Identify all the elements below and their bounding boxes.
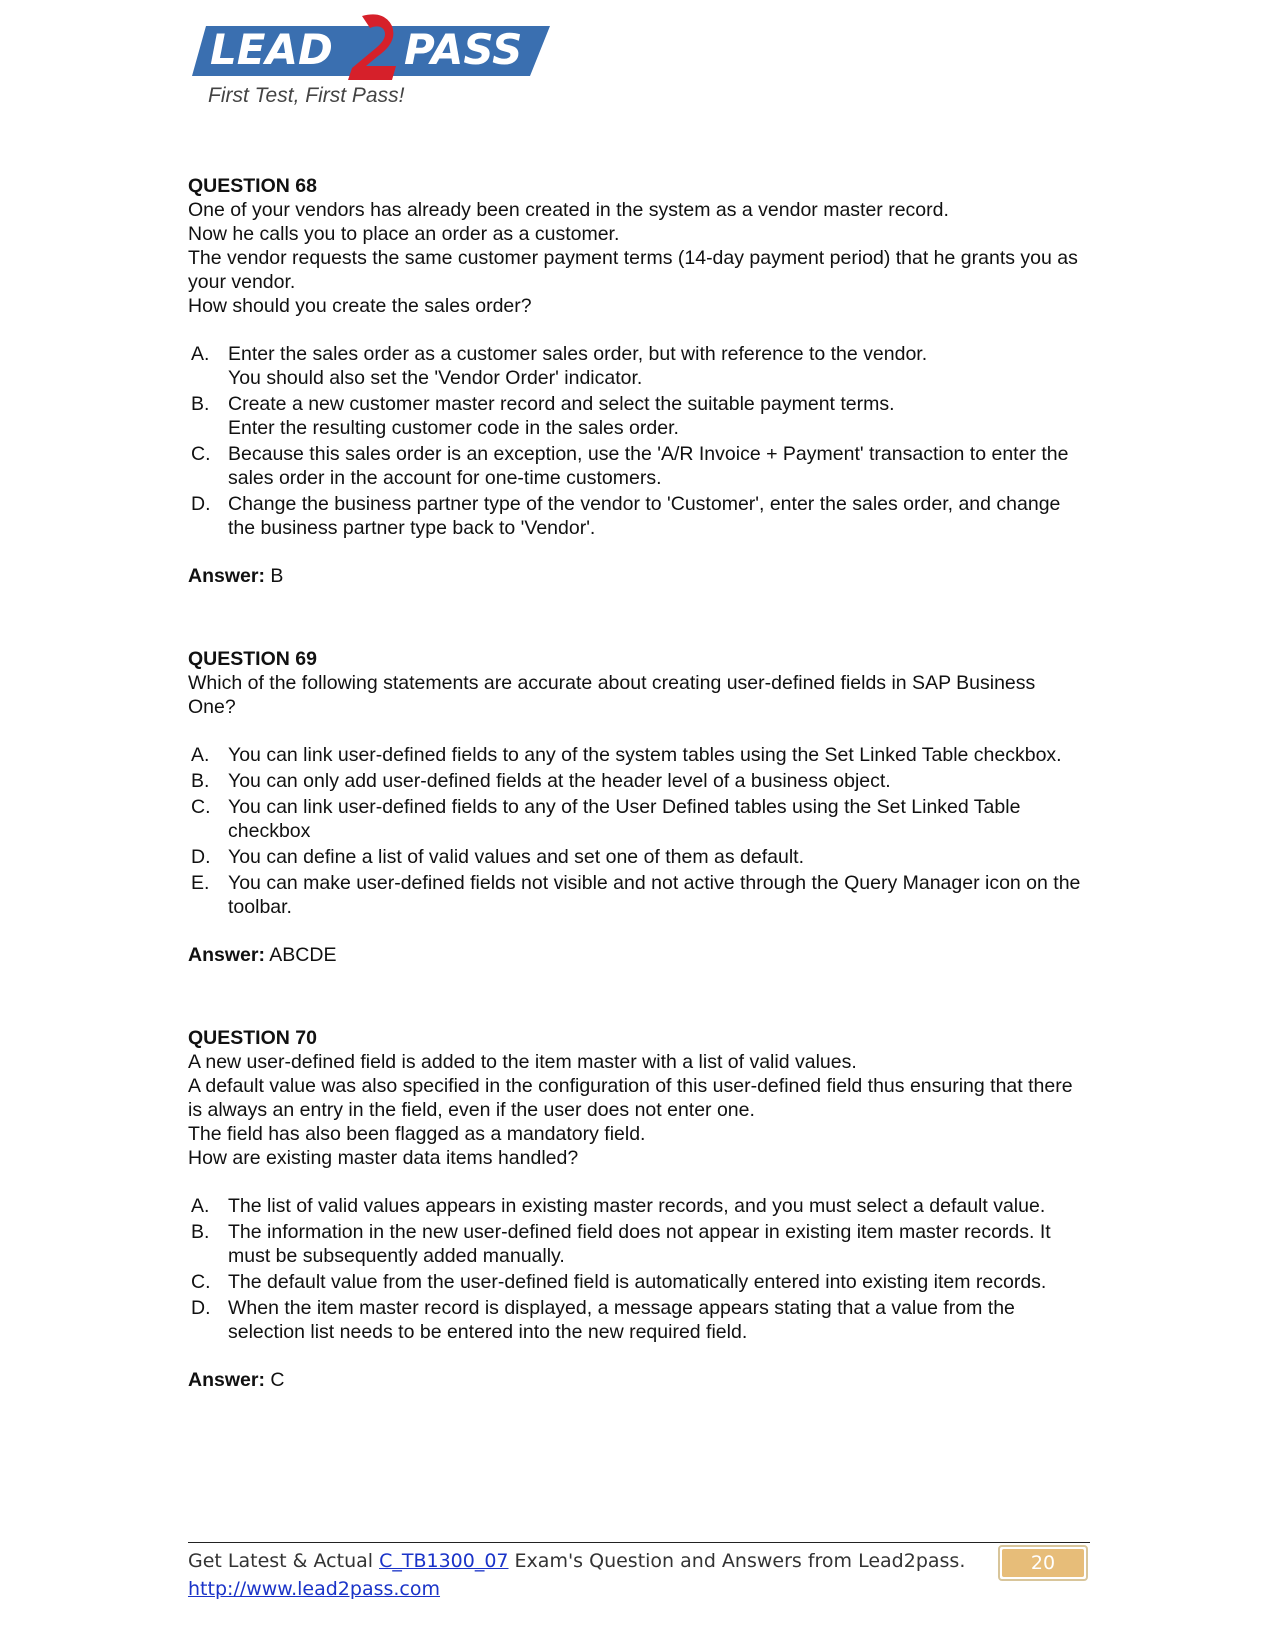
option-letter: A. (191, 1195, 210, 1217)
option-d (188, 492, 1088, 540)
option-letter: D. (191, 1297, 211, 1319)
option-d (188, 845, 1088, 869)
stem-line: How should you create the sales order? (188, 295, 532, 317)
question-stem (188, 198, 1088, 318)
exam-link[interactable]: C_TB1300_07 (379, 1550, 509, 1572)
option-text: The list of valid values appears in existing master records, and you must select a default value. (228, 1195, 1046, 1217)
lead2pass-logo (192, 8, 582, 108)
answer-line (188, 943, 1088, 967)
option-text: You can link user-defined fields to any of the User Defined tables using the Set Linked Table checkbox (228, 796, 1021, 842)
question-stem (188, 671, 1088, 719)
option-letter: D. (191, 493, 211, 515)
option-text: You can make user-defined fields not visible and not active through the Query Manager icon on the toolbar. (228, 872, 1081, 918)
logo-graphic (192, 8, 582, 108)
answer-value: ABCDE (269, 944, 337, 966)
question-69 (188, 647, 1088, 967)
option-d (188, 1296, 1088, 1344)
answer-line (188, 1368, 1088, 1392)
option-text: Because this sales order is an exception, use the 'A/R Invoice + Payment' transaction to enter the sales order in the account for one-time customers. (228, 443, 1069, 489)
footer (188, 1547, 988, 1603)
option-c (188, 795, 1088, 843)
question-stem (188, 1050, 1088, 1170)
stem-line: Which of the following statements are accurate about creating user-defined fields in SAP Business One? (188, 672, 1036, 718)
option-c (188, 442, 1088, 490)
options-list (188, 1194, 1088, 1344)
svg-text:LEAD: LEAD (210, 25, 333, 74)
option-a (188, 1194, 1088, 1218)
option-letter: D. (191, 846, 211, 868)
question-title: QUESTION 70 (188, 1027, 317, 1049)
options-list (188, 743, 1088, 919)
option-text: When the item master record is displayed, a message appears stating that a value from the selection list needs to be entered into the new required field. (228, 1297, 1015, 1343)
stem-line: The field has also been flagged as a mandatory field. (188, 1123, 646, 1145)
option-letter: C. (191, 1271, 211, 1293)
stem-line: Now he calls you to place an order as a customer. (188, 223, 620, 245)
footer-prefix: Get Latest & Actual (188, 1550, 380, 1572)
option-a (188, 342, 1088, 390)
option-text-line2: Enter the resulting customer code in the sales order. (228, 417, 679, 439)
option-letter: E. (191, 872, 210, 894)
option-letter: C. (191, 443, 211, 465)
option-text: Enter the sales order as a customer sales order, but with reference to the vendor. (228, 343, 928, 365)
option-text: The information in the new user-defined field does not appear in existing item master records. It must be subsequently added manually. (228, 1221, 1051, 1267)
stem-line: The vendor requests the same customer payment terms (14-day payment period) that he grants you as your vendor. (188, 247, 1078, 293)
svg-text:First Test, First Pass!: First Test, First Pass! (208, 84, 405, 107)
option-b (188, 392, 1088, 440)
stem-line: One of your vendors has already been created in the system as a vendor master record. (188, 199, 949, 221)
footer-divider (188, 1542, 1090, 1543)
question-list (188, 174, 1088, 1451)
options-list (188, 342, 1088, 540)
answer-line (188, 564, 1088, 588)
option-text: You can link user-defined fields to any of the system tables using the Set Linked Table checkbox. (228, 744, 1062, 766)
stem-line: A new user-defined field is added to the item master with a list of valid values. (188, 1051, 857, 1073)
answer-label: Answer: (188, 1369, 265, 1391)
option-letter: A. (191, 343, 210, 365)
option-text: You can only add user-defined fields at the header level of a business object. (228, 770, 891, 792)
page-number: 20 (1002, 1549, 1084, 1577)
stem-line: How are existing master data items handled? (188, 1147, 579, 1169)
site-link[interactable]: http://www.lead2pass.com (188, 1578, 441, 1600)
option-text: Change the business partner type of the vendor to 'Customer', enter the sales order, and change the business partner type back to 'Vendor'. (228, 493, 1061, 539)
option-b (188, 1220, 1088, 1268)
option-letter: C. (191, 796, 211, 818)
answer-value: B (270, 565, 284, 587)
option-text-line2: You should also set the 'Vendor Order' indicator. (228, 367, 643, 389)
option-b (188, 769, 1088, 793)
option-letter: B. (191, 770, 210, 792)
option-text: Create a new customer master record and select the suitable payment terms. (228, 393, 895, 415)
question-title: QUESTION 69 (188, 648, 317, 670)
option-text: The default value from the user-defined field is automatically entered into existing item records. (228, 1271, 1047, 1293)
answer-label: Answer: (188, 565, 265, 587)
answer-value: C (270, 1369, 285, 1391)
footer-suffix: Exam's Question and Answers from Lead2pass. (508, 1550, 966, 1572)
option-a (188, 743, 1088, 767)
option-c (188, 1270, 1088, 1294)
question-70 (188, 1026, 1088, 1392)
stem-line: A default value was also specified in the configuration of this user-defined field thus ensuring that there is always an entry in the field, even if the user does not enter one. (188, 1075, 1073, 1121)
option-text: You can define a list of valid values and set one of them as default. (228, 846, 804, 868)
footer-line (188, 1547, 988, 1575)
option-letter: B. (191, 1221, 210, 1243)
option-letter: B. (191, 393, 210, 415)
page-number-badge (998, 1545, 1088, 1581)
option-letter: A. (191, 744, 210, 766)
answer-label: Answer: (188, 944, 265, 966)
svg-text:PASS: PASS (404, 25, 523, 74)
question-68 (188, 174, 1088, 588)
question-title: QUESTION 68 (188, 175, 317, 197)
option-e (188, 871, 1088, 919)
